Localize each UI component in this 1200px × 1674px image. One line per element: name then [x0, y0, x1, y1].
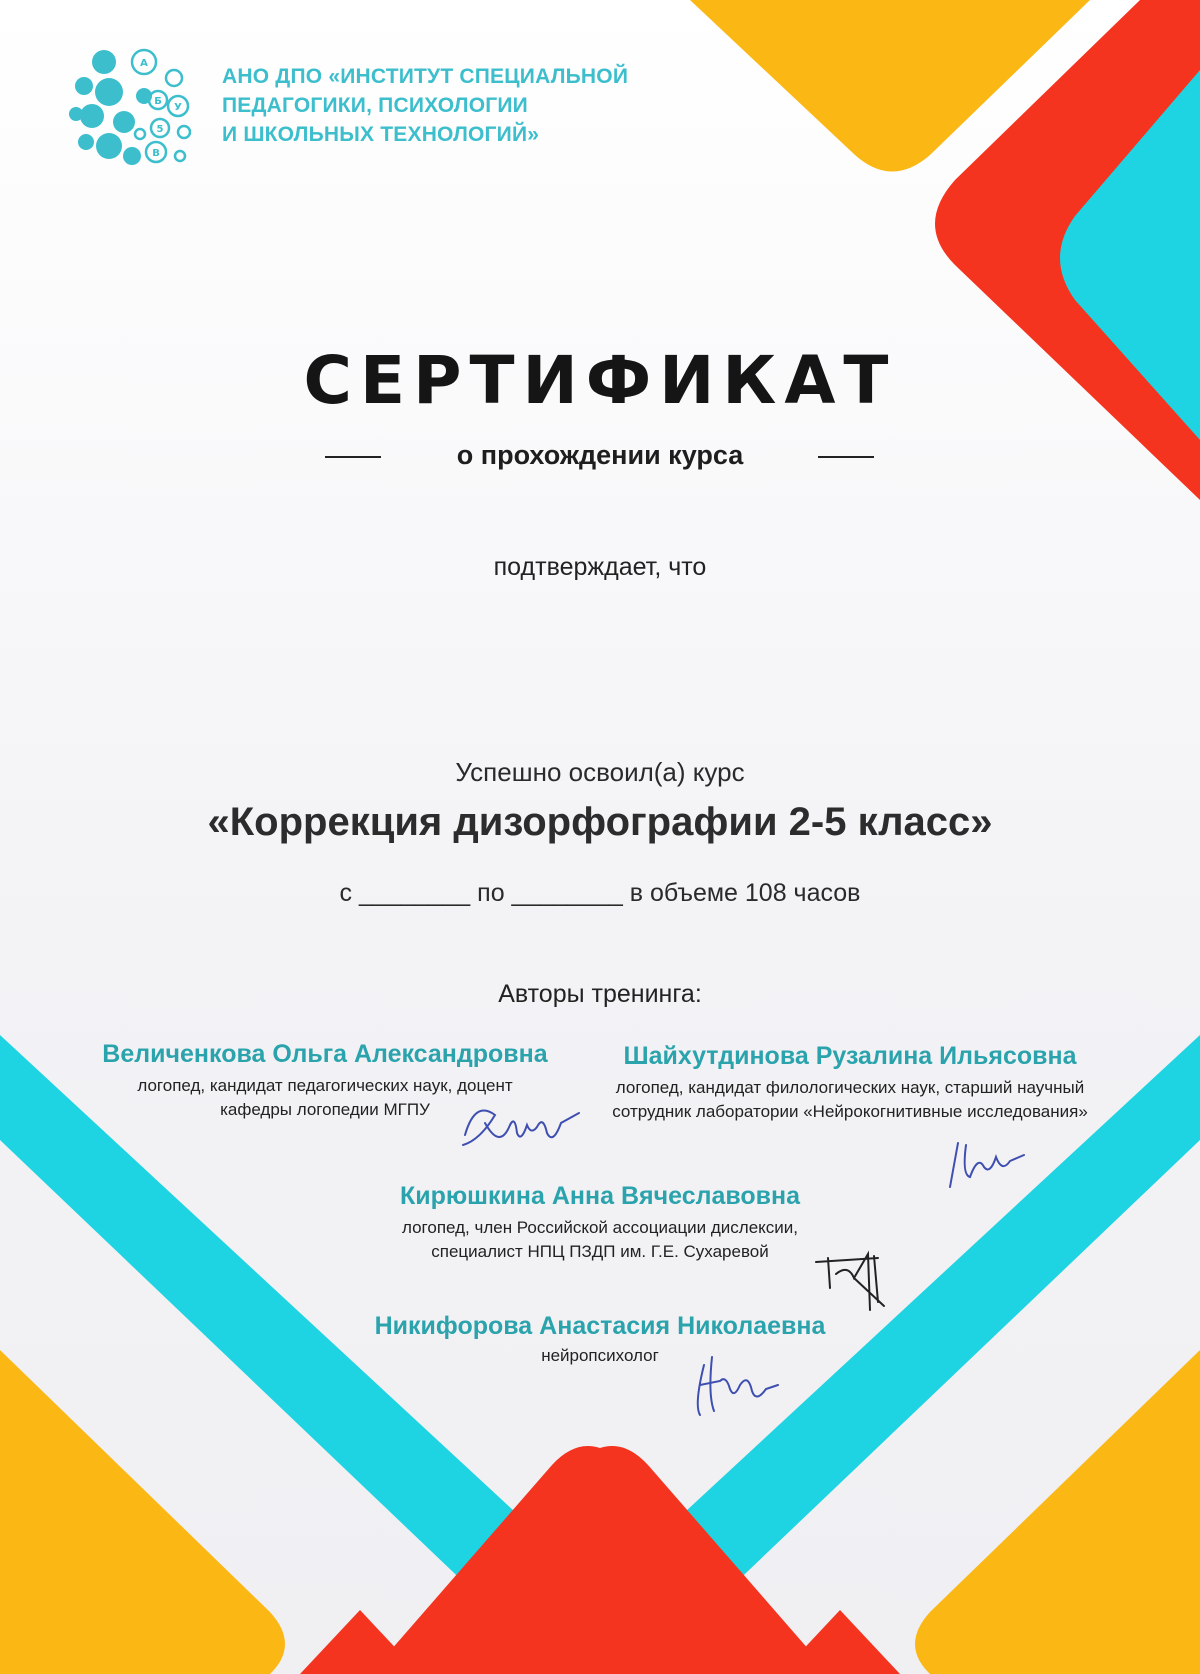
signature-velichenkova	[455, 1095, 585, 1165]
author-role: нейропсихолог	[541, 1346, 659, 1365]
org-name-line-2: ПЕДАГОГИКИ, ПСИХОЛОГИИ	[222, 94, 528, 117]
institute-logo	[64, 44, 204, 174]
authors-heading: Авторы тренинга:	[498, 980, 702, 1008]
author-card	[330, 1310, 870, 1368]
certificate-title: СЕРТИФИКАТ	[303, 342, 897, 419]
yellow-shape-bottom-left	[0, 1350, 285, 1674]
author-role: логопед, кандидат филологических наук, старший научный сотрудник лаборатории «Нейрокогнитивные исследования»	[612, 1078, 1088, 1121]
logo-letter-u: У	[174, 102, 182, 113]
logo-letter-5: 5	[156, 124, 164, 135]
author-name: Шайхутдинова Рузалина Ильясовна	[623, 1042, 1077, 1070]
certificate-subtitle: о прохождении курса	[456, 440, 744, 470]
signature-kiryushkina	[808, 1248, 893, 1318]
mastered-text: Успешно освоил(а) курс	[455, 757, 745, 787]
signature-nikiforova	[690, 1345, 785, 1425]
organization-name	[222, 62, 682, 149]
logo-letter-b: Б	[154, 96, 162, 107]
course-name: «Коррекция дизорфографии 2-5 класс»	[207, 800, 993, 844]
confirms-text: подтверждает, что	[493, 553, 707, 581]
signature-shaikhutdinova	[940, 1135, 1030, 1195]
author-role-line-2: специалист НПЦ ПЗДП им. Г.Е. Сухаревой	[431, 1242, 769, 1261]
logo-letter-v: В	[152, 148, 160, 159]
author-role-line-1: логопед, член Российской ассоциации дислексии,	[401, 1218, 799, 1237]
author-card	[330, 1180, 870, 1264]
org-name-line-3: И ШКОЛЬНЫХ ТЕХНОЛОГИЙ»	[222, 123, 540, 146]
author-name: Кирюшкина Анна Вячеславовна	[399, 1182, 801, 1210]
course-period: с ________ по ________ в объеме 108 часов	[339, 879, 861, 907]
author-name: Величенкова Ольга Александровна	[102, 1040, 548, 1068]
author-card	[600, 1040, 1100, 1124]
org-name-line-1: АНО ДПО «ИНСТИТУТ СПЕЦИАЛЬНОЙ	[222, 65, 629, 88]
author-role: логопед, кандидат педагогических наук, доцент кафедры логопедии МГПУ	[137, 1076, 513, 1119]
author-name: Никифорова Анастасия Николаевна	[374, 1312, 826, 1340]
logo-letter-a: А	[140, 58, 148, 69]
yellow-shape-bottom-right	[915, 1350, 1200, 1674]
